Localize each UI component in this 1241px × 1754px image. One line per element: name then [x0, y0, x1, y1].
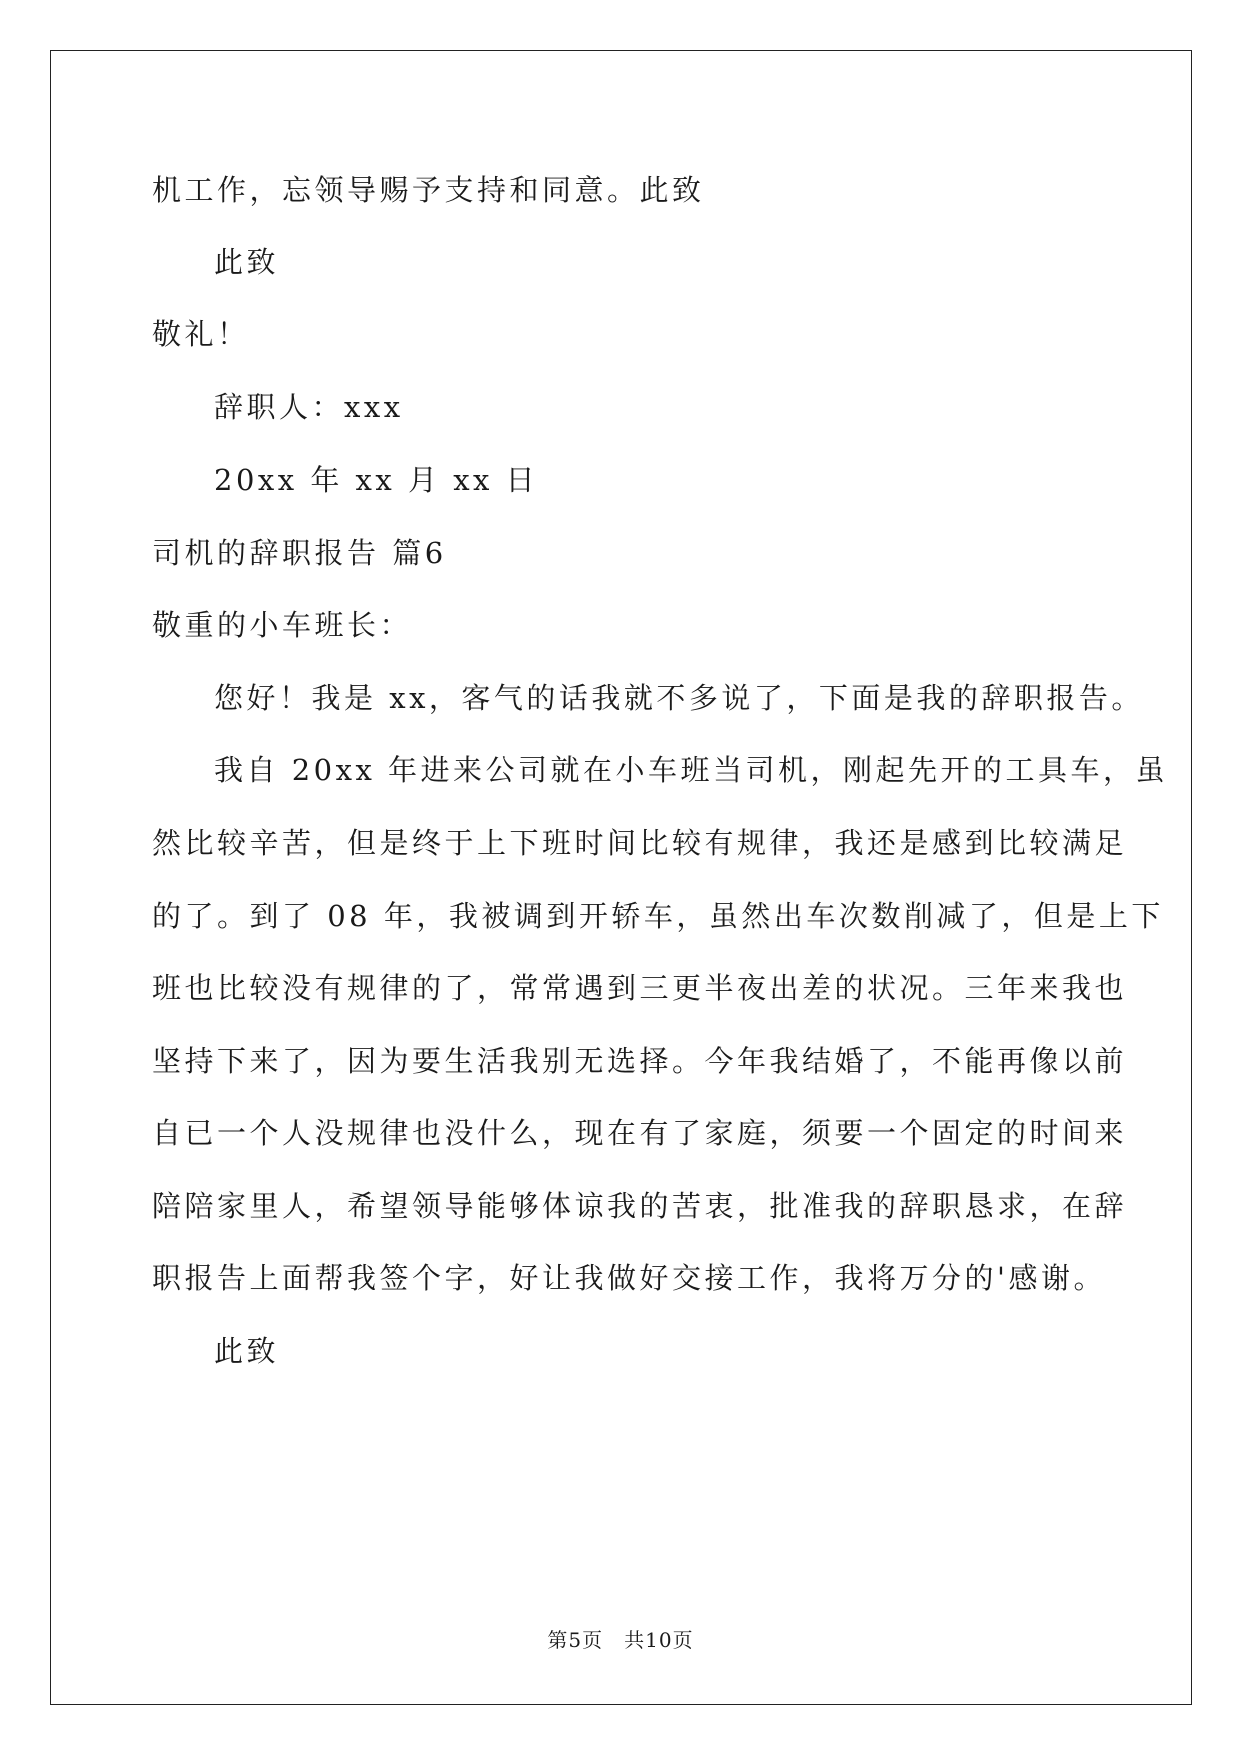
closing-salutation: 此致 — [214, 245, 280, 279]
paragraph-line: 职报告上面帮我签个字，好让我做好交接工作，我将万分的'感谢。 — [152, 1261, 1106, 1295]
page-number: 第5页 共10页 — [547, 1628, 694, 1652]
paragraph-line: 您好！我是 xx，客气的话我就不多说了，下面是我的辞职报告。 — [214, 681, 1144, 715]
paragraph-line: 陪陪家里人，希望领导能够体谅我的苦衷，批准我的辞职恳求，在辞 — [152, 1189, 1128, 1223]
paragraph-line: 坚持下来了，因为要生活我别无选择。今年我结婚了，不能再像以前 — [152, 1044, 1128, 1078]
paragraph-line: 我自 20xx 年进来公司就在小车班当司机，刚起先开的工具车，虽 — [214, 753, 1169, 787]
paragraph-line: 班也比较没有规律的了，常常遇到三更半夜出差的状况。三年来我也 — [152, 971, 1128, 1005]
text-line: 机工作，忘领导赐予支持和同意。此致 — [152, 173, 705, 207]
paragraph-line: 自已一个人没规律也没什么，现在有了家庭，须要一个固定的时间来 — [152, 1116, 1128, 1150]
closing-salutation: 此致 — [214, 1334, 280, 1368]
section-heading: 司机的辞职报告 篇6 — [152, 536, 447, 570]
closing-regards: 敬礼！ — [152, 317, 250, 351]
paragraph-line: 然比较辛苦，但是终于上下班时间比较有规律，我还是感到比较满足 — [152, 826, 1128, 860]
recipient-greeting: 敬重的小车班长： — [152, 608, 413, 642]
page-border — [50, 50, 1192, 1705]
paragraph-line: 的了。到了 08 年，我被调到开轿车，虽然出车次数削减了，但是上下 — [152, 899, 1164, 933]
date-line: 20xx 年 xx 月 xx 日 — [214, 463, 539, 497]
signature-line: 辞职人：xxx — [214, 390, 404, 424]
